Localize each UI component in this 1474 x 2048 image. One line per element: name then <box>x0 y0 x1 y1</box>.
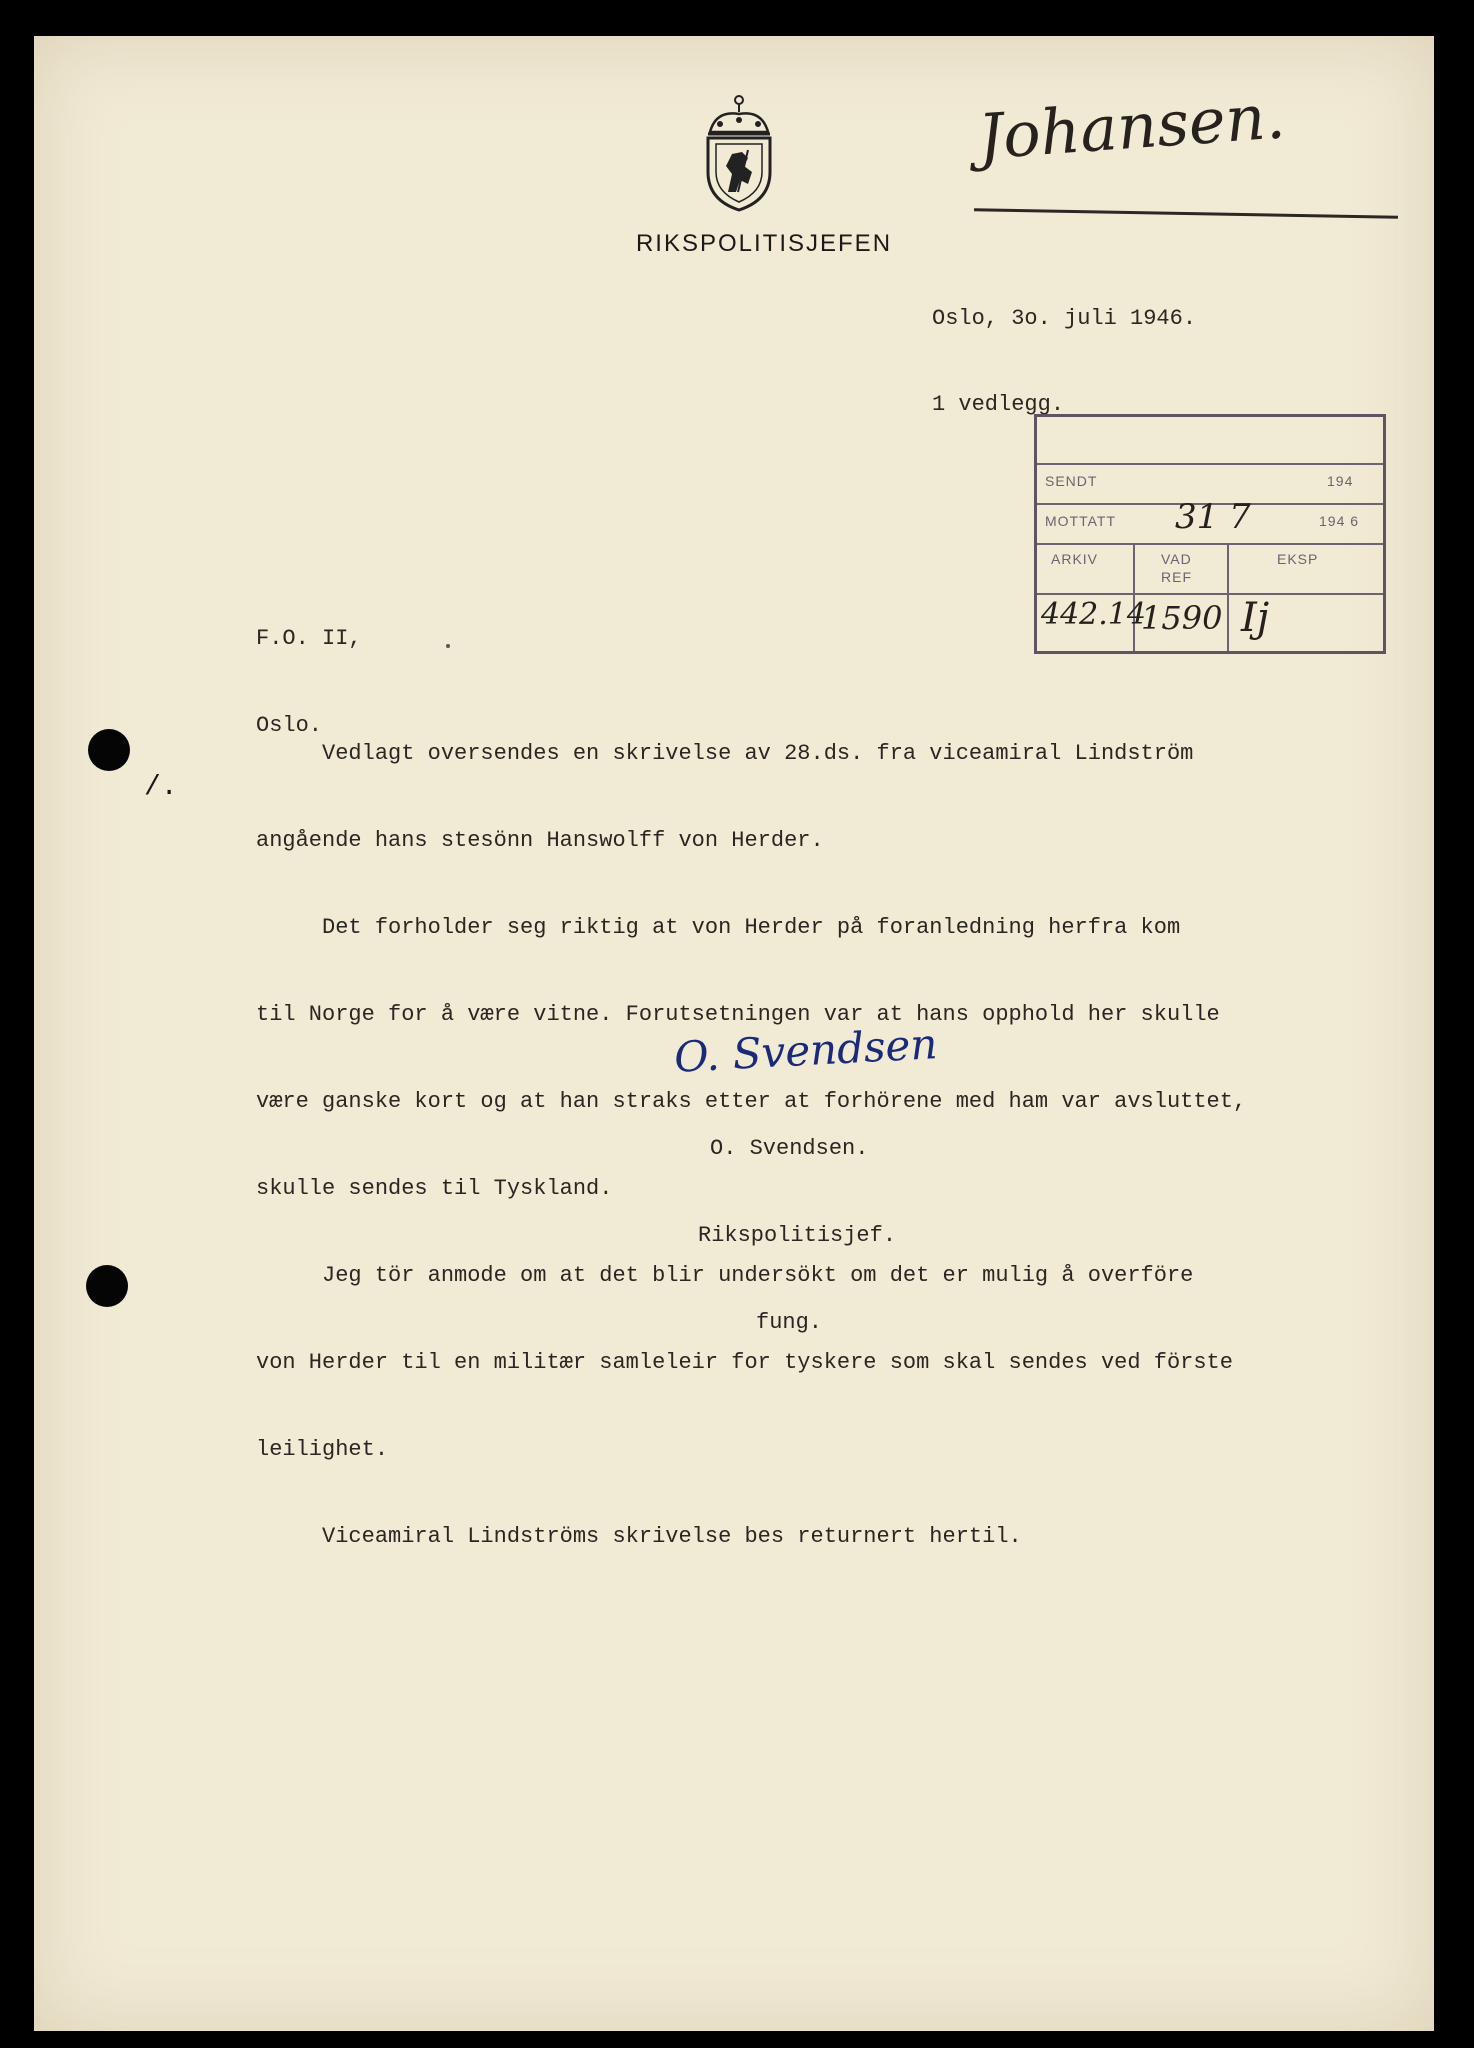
letter-page <box>34 36 1434 2031</box>
punch-hole-upper <box>88 729 130 771</box>
body-line: angående hans stesönn Hanswolff von Herder. <box>256 828 824 853</box>
signatory-title: Rikspolitisjef. <box>698 1223 897 1248</box>
stamp-label-sendt: SENDT <box>1045 473 1098 489</box>
handwritten-annotation: Johansen. <box>975 79 1288 174</box>
body-line: være ganske kort og at han straks etter at forhörene med ham var avsluttet, <box>256 1089 1247 1114</box>
body-line: leilighet. <box>256 1437 389 1462</box>
letter-date: Oslo, 3o. juli 1946. <box>932 306 1197 331</box>
stamp-ref-number: 1590 <box>1141 599 1223 637</box>
stamp-arkiv-number: 442.14 <box>1041 597 1146 632</box>
stamp-year-mottatt: 194 6 <box>1319 513 1360 529</box>
punch-hole-lower <box>86 1265 128 1307</box>
body-line: von Herder til en militær samleleir for tyskere som skal sendes ved förste <box>256 1350 1233 1375</box>
margin-attachment-mark: /. <box>144 772 178 803</box>
attachments-note: 1 vedlegg. <box>932 392 1065 417</box>
received-stamp <box>1034 414 1386 654</box>
signature-block <box>676 1076 896 1395</box>
stamp-label-vad: VAD <box>1161 551 1192 567</box>
body-line: til Norge for å være vitne. Forutsetningen var at hans opphold her skulle <box>256 1002 1220 1027</box>
stamp-label-arkiv: ARKIV <box>1051 551 1099 567</box>
coat-of-arms-emblem <box>698 92 780 212</box>
stamp-label-mottatt: MOTTATT <box>1045 513 1117 529</box>
letterhead-title: RIKSPOLITISJEFEN <box>635 230 893 257</box>
body-line: Jeg tör anmode om at det blir undersökt om det er mulig å overföre <box>256 1263 1194 1288</box>
ink-speck <box>446 644 450 648</box>
handwritten-underline <box>974 208 1398 218</box>
signatory-suffix: fung. <box>756 1310 823 1335</box>
stamp-year-sendt: 194 <box>1327 473 1354 489</box>
recipient-line: Oslo. <box>256 713 323 738</box>
body-line: Vedlagt oversendes en skrivelse av 28.ds. fra viceamiral Lindström <box>256 741 1194 766</box>
body-line: skulle sendes til Tyskland. <box>256 1176 613 1201</box>
signatory-name: O. Svendsen. <box>710 1136 869 1161</box>
stamp-label-eksp: EKSP <box>1277 551 1319 567</box>
stamp-date-mottatt: 31 7 <box>1175 497 1251 537</box>
stamp-initials: Ij <box>1241 595 1270 641</box>
recipient-line: F.O. II, <box>256 626 362 651</box>
body-line: Det forholder seg riktig at von Herder på foranledning herfra kom <box>256 915 1181 940</box>
stamp-label-ref: REF <box>1161 569 1192 585</box>
body-line: Viceamiral Lindströms skrivelse bes returnert hertil. <box>256 1524 1022 1549</box>
handwritten-signature: O. Svendsen <box>672 1019 939 1082</box>
